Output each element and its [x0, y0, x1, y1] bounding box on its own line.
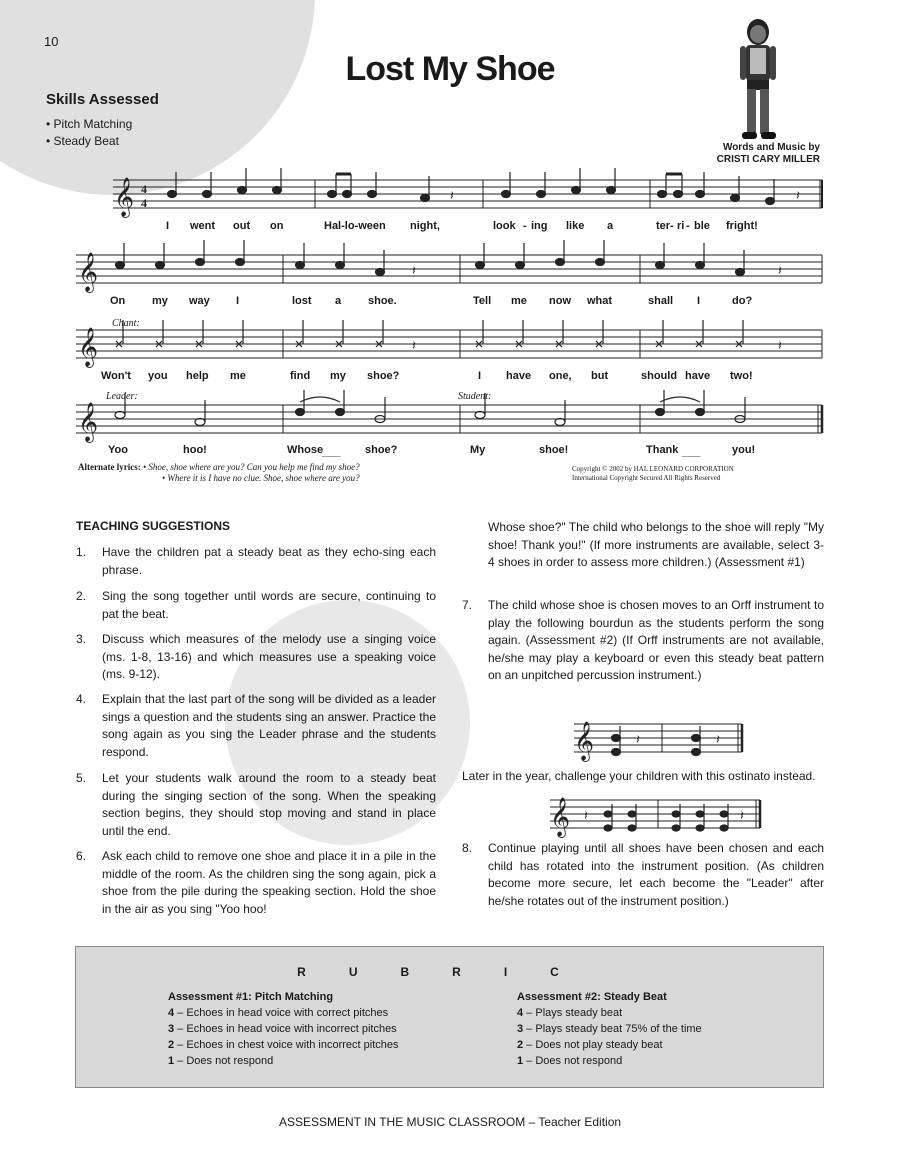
- svg-text:𝄽: 𝄽: [636, 733, 640, 748]
- item-number: 6.: [76, 849, 87, 863]
- lyric: shoe.: [368, 295, 397, 307]
- alternate-lyrics: [78, 462, 360, 484]
- item-text: Let your students walk around the room to a steady beat during the singing section of the song. When the speaking section begins, they should stop moving and stand in place until the end.: [102, 771, 436, 838]
- chant-cue: Chant:: [112, 318, 140, 329]
- notes-row-1: [168, 168, 775, 205]
- lyric: now: [549, 295, 571, 307]
- lyric: On: [110, 295, 126, 307]
- lyric: one,: [549, 370, 572, 382]
- lyric: lost: [292, 295, 312, 307]
- svg-text:4: 4: [141, 182, 147, 196]
- item-text: Explain that the last part of the song will be divided as a leader sings a question and the students sing an answer. Practice the song again as you sing the Leader phrase and the students respond.: [102, 692, 436, 759]
- svg-text:𝄞: 𝄞: [550, 797, 571, 837]
- item-text: Discuss which measures of the melody use a singing voice (ms. 1-8, 13-16) and which measures use a speaking voice (ms. 9-12).: [102, 632, 436, 681]
- suggestion-4: [76, 691, 436, 763]
- lyric: you: [148, 370, 168, 382]
- lyric: Yoo: [108, 444, 128, 456]
- rubric-line: 3 – Plays steady beat 75% of the time: [517, 1023, 702, 1035]
- rubric-heading: Assessment #2: Steady Beat: [517, 991, 667, 1003]
- svg-text:𝄽: 𝄽: [584, 809, 588, 824]
- suggestion-6: [76, 848, 436, 920]
- copyright-line: International Copyright Secured All Rights Reserved: [572, 474, 721, 482]
- notes-row-4: [115, 390, 745, 426]
- lyric: ___: [322, 446, 341, 458]
- lyric: I: [478, 370, 482, 382]
- rubric-line: 2 – Does not play steady beat: [517, 1039, 663, 1051]
- rubric-line: 4 – Echoes in head voice with correct pitches: [168, 1007, 389, 1019]
- lyric: on: [270, 220, 284, 232]
- item-text: Later in the year, challenge your children with this ostinato instead.: [462, 769, 816, 783]
- skill-item: • Pitch Matching: [46, 117, 133, 131]
- svg-text:4: 4: [141, 196, 147, 210]
- lyric: I: [166, 220, 170, 232]
- lyric: Thank: [646, 444, 679, 456]
- lyric: what: [587, 295, 613, 307]
- lyric: should: [641, 370, 678, 382]
- page-number: 10: [44, 34, 59, 49]
- item-text: Ask each child to remove one shoe and place it in a pile in the middle of the room. As the children sing the song again, pick a shoe from the pile during the speaking section. Hold the shoe in the air as you sing "Yoo hoo!: [102, 849, 436, 916]
- lyric: my: [330, 370, 346, 382]
- rubric-line: 1 – Does not respond: [168, 1055, 274, 1067]
- treble-clef: 𝄞: [78, 402, 99, 442]
- rubric-line: 2 – Echoes in chest voice with incorrect pitches: [168, 1039, 399, 1051]
- alternate-lyric-line: • Where it is I have no clue. Shoe, shoe where are you?: [162, 473, 360, 483]
- lyric: Won't: [101, 370, 131, 382]
- suggestion-7: [462, 597, 824, 705]
- lyric: a: [607, 220, 614, 232]
- item-text: Continue playing until all shoes have been chosen and each child has rotated into the instrument position. (As children become more secure, let each become the "Leader" after he/she rotates out of the instrument position.): [488, 841, 824, 908]
- rubric-heading: Assessment #1: Pitch Matching: [168, 991, 334, 1003]
- suggestion-2: [76, 588, 436, 624]
- lyric: night,: [410, 220, 440, 232]
- item-number: 3.: [76, 632, 87, 646]
- rubric-pitch-matching: [168, 989, 399, 1069]
- lyric: but: [591, 370, 609, 382]
- suggestion-6-continued: [488, 519, 824, 591]
- copyright-line: Copyright © 2002 by HAL LEONARD CORPORATION: [572, 465, 734, 473]
- lyric: shoe!: [539, 444, 569, 456]
- item-text: The child whose shoe is chosen moves to an Orff instrument to play the following bourdun as the students perform the song again. (Assessment #2) (If Orff instruments are not available, he/she may play a keyboard or even this steady beat pattern on an unpitched percussion instrument.): [488, 598, 824, 682]
- svg-text:𝄽: 𝄽: [796, 189, 800, 204]
- item-text: Sing the song together until words are secure, continuing to pat the beat.: [102, 589, 436, 621]
- item-number: 8.: [462, 841, 473, 855]
- staff-row-2: [76, 255, 822, 283]
- notes-row-2: [116, 240, 745, 276]
- svg-text:𝄽: 𝄽: [740, 809, 744, 824]
- lyric: help: [186, 370, 209, 382]
- lyric: hoo!: [183, 444, 207, 456]
- alternate-lyrics-label: Alternate lyrics:: [78, 462, 141, 472]
- lyric: ble: [694, 220, 710, 232]
- lyric: Hal-lo-ween: [324, 220, 386, 232]
- lyric: do?: [732, 295, 753, 307]
- lyric: ri: [677, 220, 685, 232]
- lyric: -: [670, 220, 674, 232]
- alternate-lyric-line: • Shoe, shoe where are you? Can you help me find my shoe?: [142, 462, 360, 472]
- page-footer: ASSESSMENT IN THE MUSIC CLASSROOM – Teacher Edition: [278, 1115, 622, 1129]
- svg-text:𝄽: 𝄽: [716, 733, 720, 748]
- staff-row-4: [76, 405, 822, 433]
- item-number: 5.: [76, 771, 87, 785]
- lyric: Tell: [473, 295, 492, 307]
- notes-row-3: [116, 320, 743, 347]
- leader-cue: Leader:: [106, 391, 138, 402]
- rubric-line: 1 – Does not respond: [517, 1055, 623, 1067]
- lyric: shoe?: [365, 444, 398, 456]
- lyric: out: [233, 220, 251, 232]
- teaching-heading: TEACHING SUGGESTIONS: [76, 519, 231, 533]
- lyric: shall: [648, 295, 674, 307]
- svg-text:𝄽: 𝄽: [778, 264, 782, 279]
- svg-text:𝄞: 𝄞: [574, 721, 595, 761]
- staff-row-3: [76, 330, 822, 358]
- copyright-notice: [572, 465, 782, 483]
- lyric: me: [230, 370, 246, 382]
- lyric: ___: [682, 446, 701, 458]
- lyric: me: [511, 295, 527, 307]
- lyric: shoe?: [367, 370, 400, 382]
- lyric: you!: [732, 444, 756, 456]
- lyric: two!: [730, 370, 753, 382]
- suggestion-3: [76, 631, 436, 685]
- treble-clef: 𝄞: [78, 252, 99, 292]
- lyric: My: [470, 444, 486, 456]
- composer-name: CRISTI CARY MILLER: [716, 154, 820, 165]
- item-text: Whose shoe?" The child who belongs to the shoe will reply "My shoe! Thank you!" (If more instruments are available, select 3-4 shoes in order to assess more children.) (Assessment #1): [488, 520, 824, 569]
- rubric-line: 4 – Plays steady beat: [517, 1007, 623, 1019]
- rubric-box: [75, 946, 824, 1088]
- suggestion-5: [76, 770, 436, 842]
- suggestion-1: [76, 544, 436, 580]
- item-number: 7.: [462, 598, 473, 612]
- lyric: I: [697, 295, 701, 307]
- lyric: ter: [656, 220, 671, 232]
- lyric: have: [685, 370, 711, 382]
- lyric: ing: [531, 220, 548, 232]
- svg-text:𝄽: 𝄽: [412, 339, 416, 354]
- lyric: Whose: [287, 444, 324, 456]
- rubric-line: 3 – Echoes in head voice with incorrect pitches: [168, 1023, 397, 1035]
- svg-text:𝄽: 𝄽: [778, 339, 782, 354]
- skills-heading: Skills Assessed: [46, 91, 159, 108]
- lyric: -: [523, 220, 527, 232]
- rubric-steady-beat: [517, 989, 702, 1069]
- lyric: I: [236, 295, 240, 307]
- lyric: -: [686, 220, 690, 232]
- lyric: way: [189, 295, 210, 307]
- song-title: Lost My Shoe: [345, 50, 555, 88]
- bourdun-notation: [570, 714, 750, 764]
- credit-line: Words and Music by: [722, 142, 820, 153]
- item-number: 1.: [76, 545, 87, 559]
- item-text: Have the children pat a steady beat as they echo-sing each phrase.: [102, 545, 436, 577]
- lyric: my: [152, 295, 168, 307]
- skill-item: • Steady Beat: [46, 134, 119, 148]
- lyric: find: [290, 370, 311, 382]
- suggestion-8: [462, 840, 824, 912]
- student-cue: Student:: [458, 391, 492, 402]
- lyric: a: [335, 295, 342, 307]
- item-number: 4.: [76, 692, 87, 706]
- ostinato-notation: [546, 790, 766, 840]
- treble-clef: 𝄞: [78, 327, 99, 367]
- rubric-title: RUBRIC: [297, 965, 602, 979]
- svg-text:𝄽: 𝄽: [450, 189, 454, 204]
- lyric: fright!: [726, 220, 758, 232]
- treble-clef: 𝄞: [114, 177, 135, 217]
- svg-text:𝄽: 𝄽: [412, 264, 416, 279]
- lyric: went: [190, 220, 216, 232]
- item-number: 2.: [76, 589, 87, 603]
- staff-row-1: [113, 180, 822, 208]
- lyric: look: [493, 220, 516, 232]
- lyric: have: [506, 370, 532, 382]
- lyric: like: [566, 220, 585, 232]
